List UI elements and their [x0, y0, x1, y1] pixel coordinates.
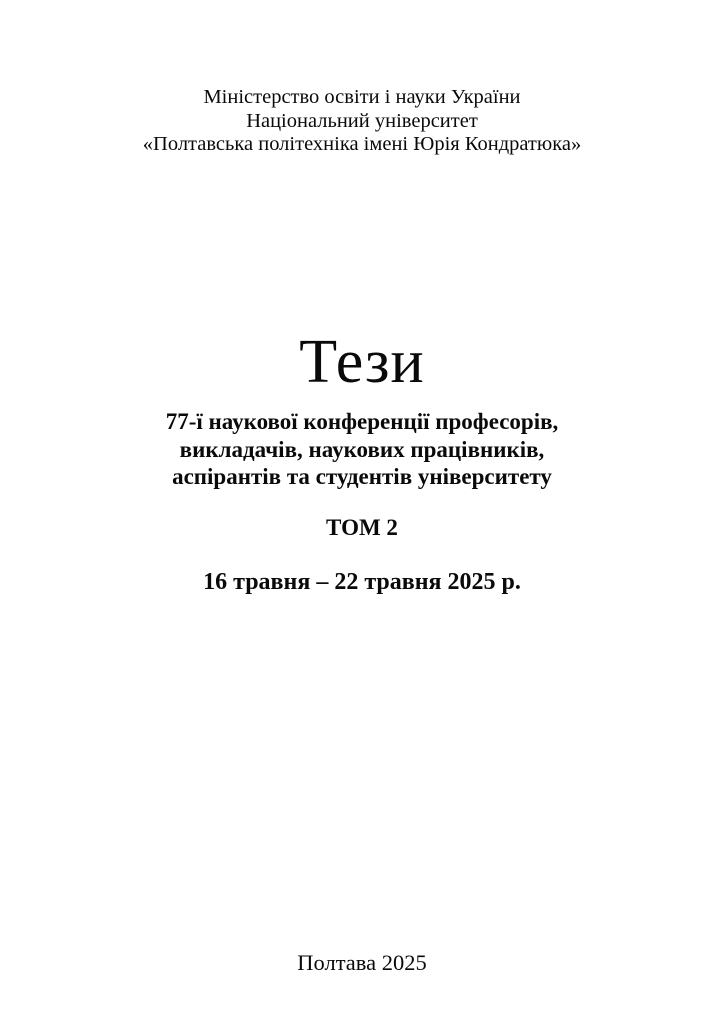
- footer-city-year: Полтава 2025: [297, 950, 427, 975]
- subtitle-line: 77-ї наукової конференції професорів,: [165, 409, 559, 434]
- conference-subtitle: [0, 408, 724, 491]
- conference-dates: 16 травня – 22 травня 2025 р.: [203, 569, 521, 595]
- subtitle-line: аспірантів та студентів університету: [172, 464, 552, 489]
- subtitle-line: викладачів, наукових працівників,: [179, 436, 545, 462]
- university-line: Національний університет: [246, 109, 478, 132]
- ministry-header: [0, 86, 724, 157]
- page-title: Тези: [299, 328, 425, 396]
- ministry-line: Міністерство освіти і науки України: [203, 86, 521, 108]
- volume-label: ТОМ 2: [326, 515, 398, 540]
- university-name-line: «Полтавська політехніка імені Юрія Кондратюка»: [142, 133, 582, 155]
